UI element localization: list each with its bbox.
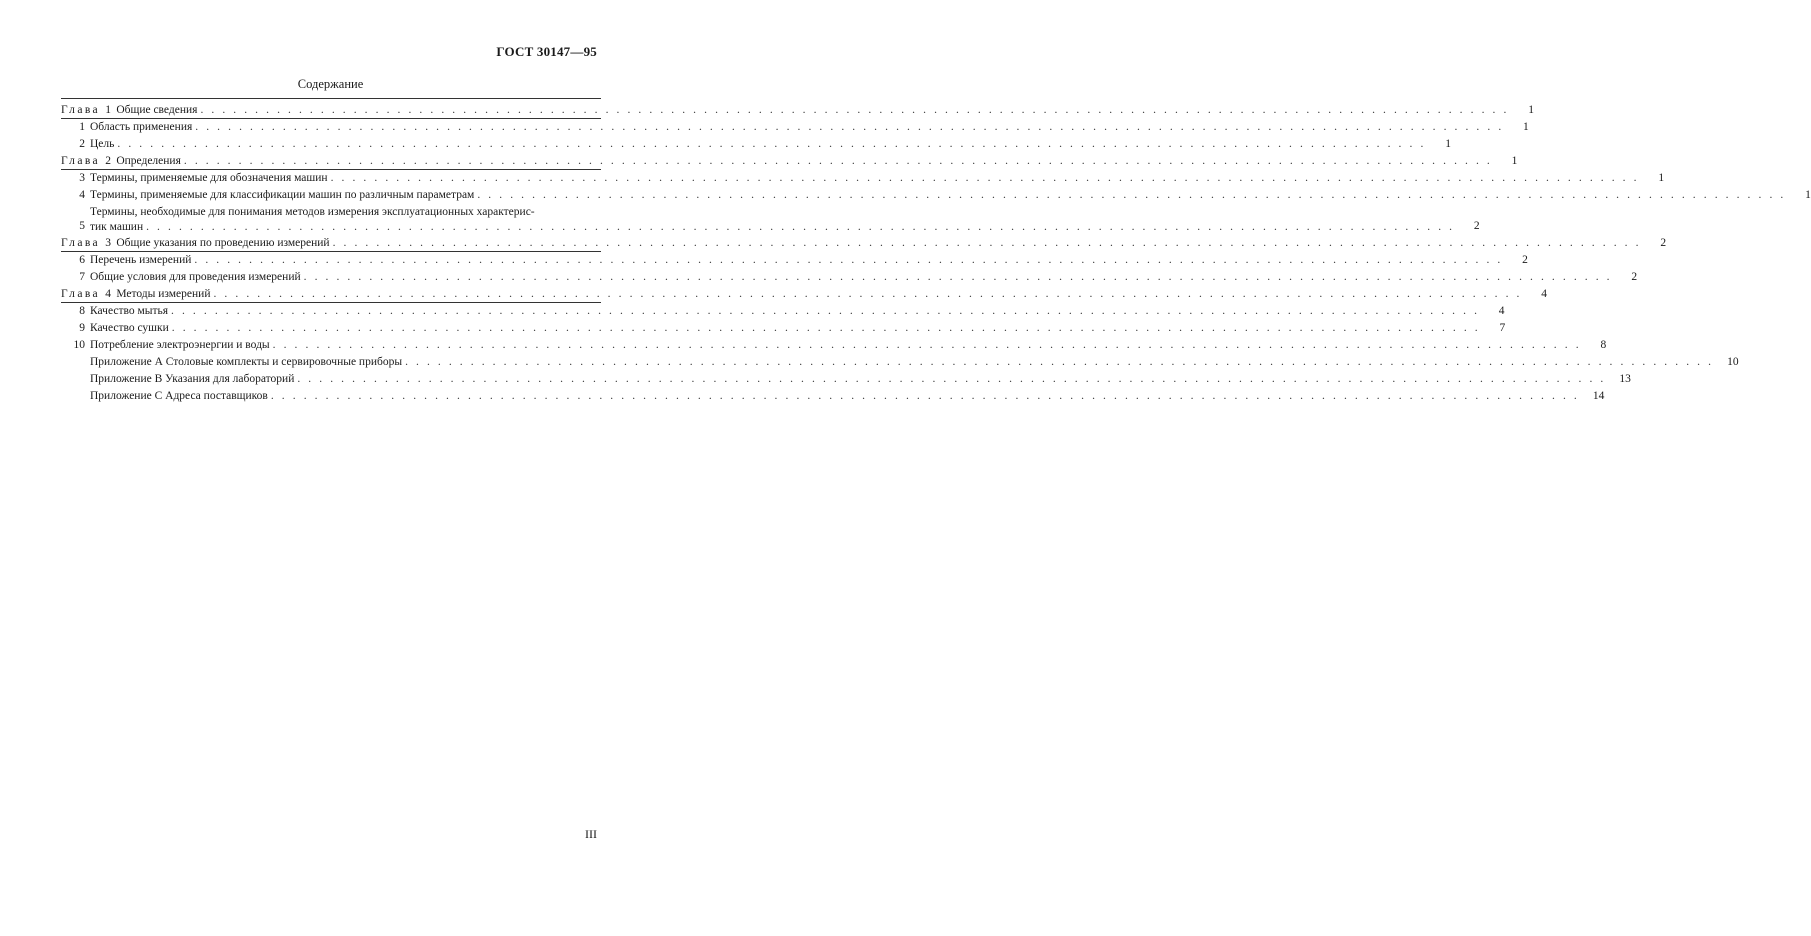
toc-item-row [61, 204, 1480, 235]
appendix-title: Приложение С Адреса поставщиков [90, 390, 268, 402]
page-ref: 2 [1522, 254, 1528, 266]
leader-dots: . . . . . . . . . . . . . . . . . . . . . . . . . . . . . . . . . . . . . . . . . . . . . . . . . . . . . . . . . . . . . . . . . . . . . . . . . . . . . . . . . . . . . . . . . . . . . . . . . . . . . . . . . . . . . . . . . . . . . . . . [213, 288, 1522, 300]
page-ref: 7 [1499, 322, 1506, 334]
toc-title: Содержание [297, 77, 364, 91]
item-number: 10 [73, 339, 85, 351]
item-number: 1 [79, 121, 85, 133]
page-ref: 1 [1445, 138, 1451, 150]
leader-dots: . . . . . . . . . . . . . . . . . . . . . . . . . . . . . . . . . . . . . . . . . . . . . . . . . . . . . . . . . . . . . . . . . . . . . . . . . . . . . . . . . . . . . . . . . . . . . . . . . . . . . . . . . . . . . . . . . . . . . . . . [332, 237, 1642, 249]
item-title: Область применения [90, 121, 193, 133]
item-number: 7 [79, 271, 85, 283]
chapter-name: Общие сведения [116, 104, 198, 116]
leader-dots: . . . . . . . . . . . . . . . . . . . . . . . . . . . . . . . . . . . . . . . . . . . . . . . . . . . . . . . . . . . . . . . . . . . . . . . . . . . . . . . . . . . . . . . . . . . . . . . . . . . . . . . . . . . . . . . . . . . . . . . . [272, 339, 1582, 351]
page-ref: 10 [1727, 356, 1739, 368]
page-ref: 1 [1658, 172, 1665, 184]
leader-dots: . . . . . . . . . . . . . . . . . . . . . . . . . . . . . . . . . . . . . . . . . . . . . . . . . . . . . . . . . . . . . . . . . . . . . . . . . . . . . . . . . . . . . . . . . . . . . . . . . . . . . . . . . . . . . . . . . . . . . . . . [183, 155, 1493, 167]
page-ref: 13 [1619, 373, 1631, 385]
item-number: 5 [79, 220, 85, 232]
toc-chapter-row [61, 153, 1518, 170]
toc-appendix-row [61, 354, 1739, 371]
page-ref: 1 [1511, 155, 1518, 167]
item-number: 4 [79, 189, 85, 201]
chapter-prefix: Глава 2 [61, 155, 114, 167]
chapter-title [61, 286, 210, 303]
item-number: 3 [79, 172, 85, 184]
toc-item-row [61, 320, 1506, 337]
leader-dots: . . . . . . . . . . . . . . . . . . . . . . . . . . . . . . . . . . . . . . . . . . . . . . . . . . . . . . . . . . . . . . . . . . . . . . . . . . . . . . . . . . . . . . . . . . . . . . . . . . . . . . . . . . . . . . . . . . . . . . . . [146, 221, 1455, 233]
item-title: Потребление электроэнергии и воды [90, 339, 270, 351]
item-number: 9 [79, 322, 85, 334]
page-ref: 4 [1541, 288, 1547, 300]
page-ref: 2 [1631, 271, 1638, 283]
leader-dots: . . . . . . . . . . . . . . . . . . . . . . . . . . . . . . . . . . . . . . . . . . . . . . . . . . . . . . . . . . . . . . . . . . . . . . . . . . . . . . . . . . . . . . . . . . . . . . . . . . . . . . . . . . . . . . . . . . . . . . . . [477, 189, 1786, 201]
appendix-title: Приложение В Указания для лабораторий [90, 373, 295, 385]
leader-dots: . . . . . . . . . . . . . . . . . . . . . . . . . . . . . . . . . . . . . . . . . . . . . . . . . . . . . . . . . . . . . . . . . . . . . . . . . . . . . . . . . . . . . . . . . . . . . . . . . . . . . . . . . . . . . . . . . . . . . . . . [171, 305, 1480, 317]
leader-dots: . . . . . . . . . . . . . . . . . . . . . . . . . . . . . . . . . . . . . . . . . . . . . . . . . . . . . . . . . . . . . . . . . . . . . . . . . . . . . . . . . . . . . . . . . . . . . . . . . . . . . . . . . . . . . . . . . . . . . . . . [297, 373, 1606, 385]
page-ref: 2 [1660, 237, 1667, 249]
document-code: ГОСТ 30147—95 [496, 44, 597, 59]
toc-appendix-row [61, 388, 1605, 405]
item-title-wrap [90, 205, 1458, 235]
toc-item-row [61, 136, 1451, 153]
chapter-title [61, 153, 181, 170]
toc-item-row [61, 187, 1811, 204]
toc-item-row [61, 119, 1529, 136]
item-title: Термины, применяемые для классификации машин по различным параметрам [90, 189, 475, 201]
page-ref: 14 [1592, 390, 1605, 402]
item-title-line-2: тик машин [90, 221, 144, 233]
toc-item-row [61, 269, 1638, 286]
leader-dots: . . . . . . . . . . . . . . . . . . . . . . . . . . . . . . . . . . . . . . . . . . . . . . . . . . . . . . . . . . . . . . . . . . . . . . . . . . . . . . . . . . . . . . . . . . . . . . . . . . . . . . . . . . . . . . . . . . . . . . . . [330, 172, 1640, 184]
page-ref: 1 [1805, 189, 1811, 201]
leader-dots: . . . . . . . . . . . . . . . . . . . . . . . . . . . . . . . . . . . . . . . . . . . . . . . . . . . . . . . . . . . . . . . . . . . . . . . . . . . . . . . . . . . . . . . . . . . . . . . . . . . . . . . . . . . . . . . . . . . . . . . . [200, 104, 1509, 116]
item-number: 6 [79, 254, 85, 266]
toc-chapter-row [61, 286, 1547, 303]
chapter-prefix: Глава 3 [61, 237, 114, 249]
item-number: 2 [79, 138, 85, 150]
chapter-prefix: Глава 1 [61, 104, 114, 116]
page-ref: 1 [1523, 121, 1529, 133]
leader-dots: . . . . . . . . . . . . . . . . . . . . . . . . . . . . . . . . . . . . . . . . . . . . . . . . . . . . . . . . . . . . . . . . . . . . . . . . . . . . . . . . . . . . . . . . . . . . . . . . . . . . . . . . . . . . . . . . . . . . . . . . [270, 390, 1580, 402]
item-title: Термины, применяемые для обозначения машин [90, 172, 328, 184]
item-number: 8 [79, 305, 85, 317]
chapter-prefix: Глава 4 [61, 288, 114, 300]
chapter-name: Определения [116, 155, 181, 167]
item-title: Качество мытья [90, 305, 169, 317]
chapter-title [61, 102, 197, 119]
page-ref: 4 [1498, 305, 1505, 317]
item-title-line-1: Термины, необходимые для понимания методов измерения эксплуатационных характерис- [90, 206, 535, 218]
chapter-name: Методы измерений [116, 288, 211, 300]
leader-dots: . . . . . . . . . . . . . . . . . . . . . . . . . . . . . . . . . . . . . . . . . . . . . . . . . . . . . . . . . . . . . . . . . . . . . . . . . . . . . . . . . . . . . . . . . . . . . . . . . . . . . . . . . . . . . . . . . . . . . . . . [195, 121, 1504, 133]
leader-dots: . . . . . . . . . . . . . . . . . . . . . . . . . . . . . . . . . . . . . . . . . . . . . . . . . . . . . . . . . . . . . . . . . . . . . . . . . . . . . . . . . . . . . . . . . . . . . . . . . . . . . . . . . . . . . . . . . . . . . . . . [303, 271, 1613, 283]
toc-item-row [61, 303, 1505, 320]
page-ref: 8 [1600, 339, 1607, 351]
page-ref: 1 [1528, 104, 1534, 116]
item-title: Общие условия для проведения измерений [90, 271, 301, 283]
leader-dots: . . . . . . . . . . . . . . . . . . . . . . . . . . . . . . . . . . . . . . . . . . . . . . . . . . . . . . . . . . . . . . . . . . . . . . . . . . . . . . . . . . . . . . . . . . . . . . . . . . . . . . . . . . . . . . . . . . . . . . . . [194, 254, 1503, 266]
item-title-line-2-row [90, 220, 1458, 235]
table-of-contents [61, 102, 1811, 405]
chapter-name: Общие указания по проведению измерений [116, 237, 330, 249]
chapter-title [61, 235, 330, 252]
leader-dots: . . . . . . . . . . . . . . . . . . . . . . . . . . . . . . . . . . . . . . . . . . . . . . . . . . . . . . . . . . . . . . . . . . . . . . . . . . . . . . . . . . . . . . . . . . . . . . . . . . . . . . . . . . . . . . . . . . . . . . . . [117, 138, 1426, 150]
toc-item-row [61, 337, 1607, 354]
leader-dots: . . . . . . . . . . . . . . . . . . . . . . . . . . . . . . . . . . . . . . . . . . . . . . . . . . . . . . . . . . . . . . . . . . . . . . . . . . . . . . . . . . . . . . . . . . . . . . . . . . . . . . . . . . . . . . . . . . . . . . . . [405, 356, 1714, 368]
toc-chapter-row [61, 235, 1667, 252]
page-number: III [585, 827, 597, 841]
item-title: Качество сушки [90, 322, 169, 334]
top-rule [61, 98, 601, 99]
toc-appendix-row [61, 371, 1631, 388]
toc-item-row [61, 252, 1528, 269]
leader-dots: . . . . . . . . . . . . . . . . . . . . . . . . . . . . . . . . . . . . . . . . . . . . . . . . . . . . . . . . . . . . . . . . . . . . . . . . . . . . . . . . . . . . . . . . . . . . . . . . . . . . . . . . . . . . . . . . . . . . . . . . [171, 322, 1481, 334]
appendix-title: Приложение А Столовые комплекты и сервировочные приборы [90, 356, 403, 368]
toc-chapter-row [61, 102, 1534, 119]
page-ref: 2 [1473, 220, 1480, 232]
item-title: Цель [90, 138, 115, 150]
item-title: Перечень измерений [90, 254, 192, 266]
toc-item-row [61, 170, 1665, 187]
